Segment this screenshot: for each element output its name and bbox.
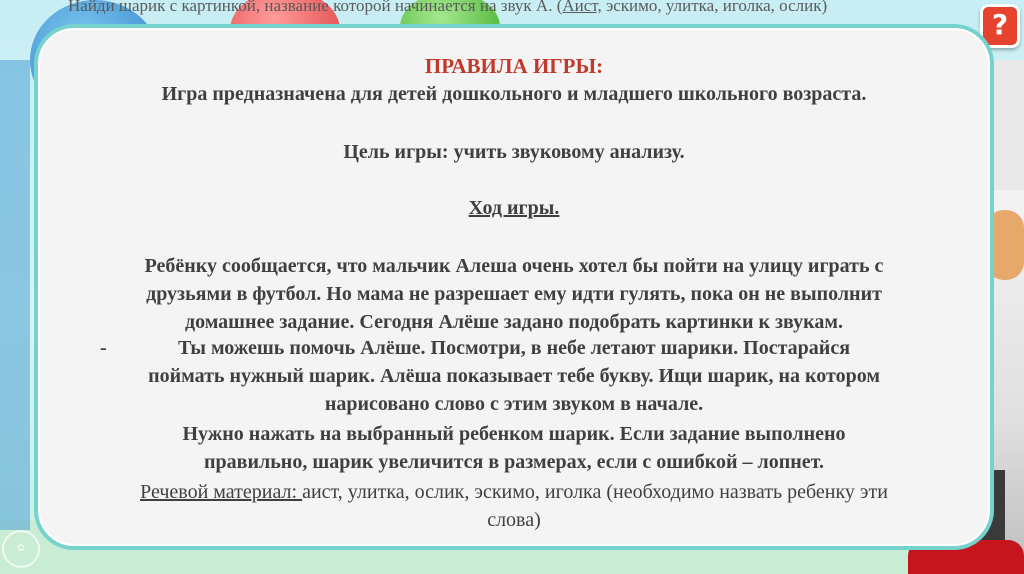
rules-intro: Игра предназначена для детей дошкольного и младшего школьного возраста.	[161, 83, 867, 105]
rules-paragraph-line: Ты можешь помочь Алёше. Посмотри, в небе летают шарики. Постарайся	[177, 337, 851, 359]
process-heading: Ход игры.	[468, 197, 560, 219]
rules-paragraph-line: нарисовано слово с этим звуком в начале.	[324, 393, 704, 415]
rules-paragraph-line: правильно, шарик увеличится в размерах, если с ошибкой – лопнет.	[204, 451, 824, 473]
help-button[interactable]: ?	[980, 4, 1020, 48]
speech-material-text: аист, улитка, ослик, эскимо, иголка (необходимо назвать ребенку эти	[302, 481, 888, 503]
speech-material	[38, 478, 990, 507]
task-text-start: Найди шарик с картинкой, название которой начинается на звук А. (	[68, 0, 563, 15]
rules-title: ПРАВИЛА ИГРЫ:	[424, 54, 604, 78]
rules-list-item	[38, 334, 990, 363]
left-decoration	[0, 60, 30, 530]
speech-material-label: Речевой материал:	[140, 481, 303, 503]
task-target-word: Аист,	[562, 0, 602, 15]
rules-paragraph-line: домашнее задание. Сегодня Алёше задано подобрать картинки к звукам.	[184, 311, 844, 333]
rules-paragraph-line: поймать нужный шарик. Алёша показывает тебе букву. Ищи шарик, на котором	[148, 365, 880, 387]
rules-paragraph-line: друзьями в футбол. Но мама не разрешает ему идти гулять, пока он не выполнит	[146, 283, 882, 305]
list-dash: -	[100, 337, 107, 359]
rules-goal: Цель игры: учить звуковому анализу.	[343, 141, 685, 163]
logo-icon: ✿	[2, 530, 40, 568]
rules-paragraph-line: Ребёнку сообщается, что мальчик Алеша очень хотел бы пойти на улицу играть с	[144, 255, 884, 277]
task-text-end: эскимо, улитка, иголка, ослик)	[601, 0, 828, 15]
rules-paragraph-line: Нужно нажать на выбранный ребенком шарик. Если задание выполнено	[182, 423, 846, 445]
task-instruction	[68, 0, 968, 16]
rules-panel	[34, 24, 994, 550]
speech-material-continued: слова)	[487, 509, 541, 531]
